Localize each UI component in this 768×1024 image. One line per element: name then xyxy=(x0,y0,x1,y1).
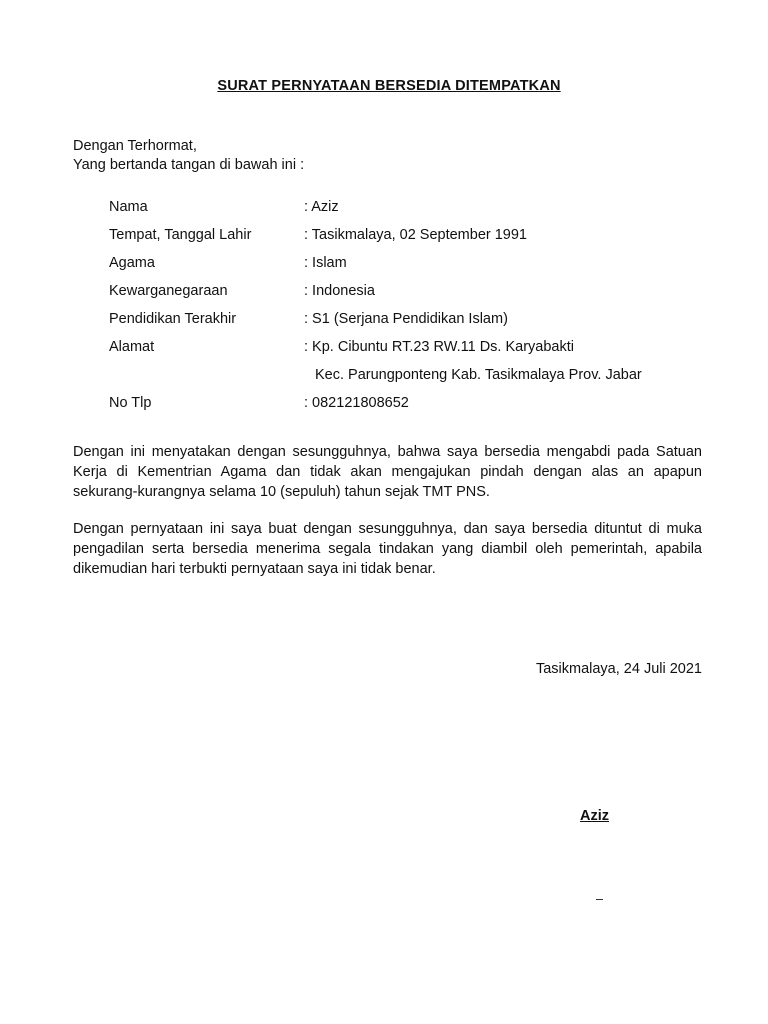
divider-mark xyxy=(596,899,603,900)
intro-line: Yang bertanda tangan di bawah ini : xyxy=(73,157,305,173)
identity-value: : Tasikmalaya, 02 September 1991 xyxy=(304,227,528,243)
identity-value-continuation: Kec. Parungponteng Kab. Tasikmalaya Prov. Jabar xyxy=(315,367,642,383)
signer-name: Aziz xyxy=(580,808,609,824)
document-title: SURAT PERNYATAAN BERSEDIA DITEMPATKAN xyxy=(217,78,561,94)
salutation xyxy=(73,137,304,175)
identity-value: : Indonesia xyxy=(304,283,375,299)
closing-paragraph: Dengan pernyataan ini saya buat dengan sesungguhnya, dan saya bersedia dituntut di muka pengadilan serta bersedia menerima segala tindakan yang diambil oleh pemerintah, apabila dikemudian hari terbukti pernyataan saya ini tidak benar. xyxy=(73,521,702,577)
identity-value: : 082121808652 xyxy=(304,395,409,411)
identity-value: : Aziz xyxy=(304,199,339,215)
place-date: Tasikmalaya, 24 Juli 2021 xyxy=(535,661,702,677)
identity-value: : Kp. Cibuntu RT.23 RW.11 Ds. Karyabakti xyxy=(304,339,574,355)
statement-paragraph: Dengan ini menyatakan dengan sesungguhnya, bahwa saya bersedia mengabdi pada Satuan Kerja di Kementrian Agama dan tidak akan mengajukan pindah dengan alas an apapun sekurang-kurangnya selama 10 (sepuluh) tahun sejak TMT PNS. xyxy=(73,444,702,500)
identity-value: : Islam xyxy=(304,255,347,271)
greeting: Dengan Terhormat, xyxy=(73,138,197,154)
identity-label: Tempat, Tanggal Lahir xyxy=(109,227,252,243)
identity-value: : S1 (Serjana Pendidikan Islam) xyxy=(304,311,508,327)
identity-label: Agama xyxy=(109,255,155,271)
identity-label: Kewarganegaraan xyxy=(109,283,228,299)
identity-label: Nama xyxy=(109,199,148,215)
identity-label: Pendidikan Terakhir xyxy=(109,311,237,327)
identity-label: No Tlp xyxy=(109,395,152,411)
identity-label: Alamat xyxy=(109,339,155,355)
